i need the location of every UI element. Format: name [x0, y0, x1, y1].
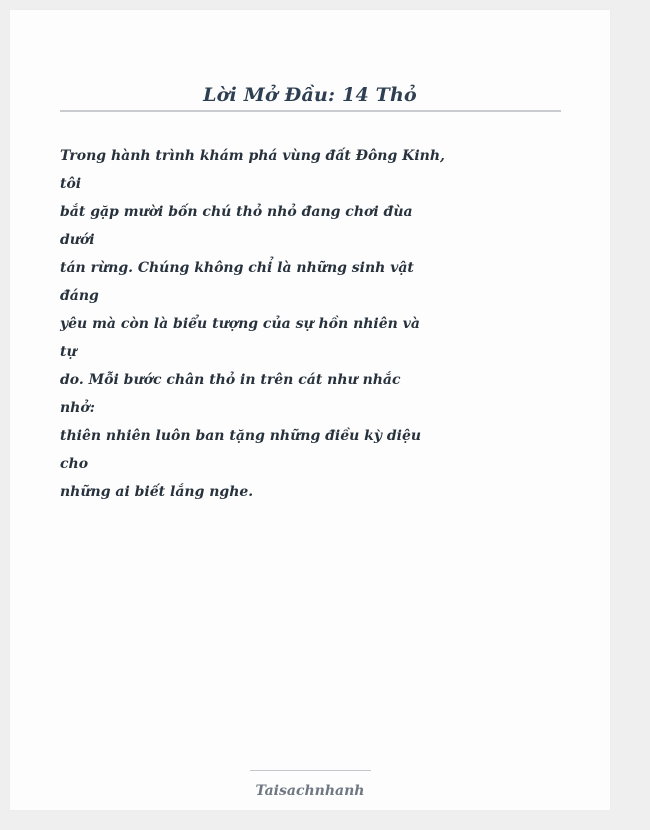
text-line: Trong hành trình khám phá vùng đất Đông Kinh,: [60, 148, 445, 164]
footer-brand: Taisachnhanh: [255, 783, 365, 799]
text-line: dưới: [60, 232, 95, 248]
footer-divider: [250, 770, 371, 771]
text-line: đáng: [60, 288, 99, 304]
text-line: tôi: [60, 176, 82, 192]
document-page: [10, 10, 610, 810]
page-title: Lời Mở Đầu: 14 Thỏ: [203, 84, 417, 106]
text-line: do. Mỗi bước chân thỏ in trên cát như nhắc: [60, 372, 401, 388]
title-divider: [60, 110, 561, 112]
text-line: nhở:: [60, 400, 95, 416]
text-line: thiên nhiên luôn ban tặng những điều kỳ diệu: [60, 428, 422, 444]
text-line: cho: [60, 456, 89, 472]
text-line: bắt gặp mười bốn chú thỏ nhỏ đang chơi đùa: [60, 204, 413, 220]
text-line: những ai biết lắng nghe.: [60, 484, 254, 500]
text-line: yêu mà còn là biểu tượng của sự hồn nhiên và: [60, 316, 420, 332]
text-line: tán rừng. Chúng không chỉ là những sinh vật: [60, 260, 414, 276]
body-text: [60, 142, 445, 506]
text-line: tự: [60, 344, 77, 360]
